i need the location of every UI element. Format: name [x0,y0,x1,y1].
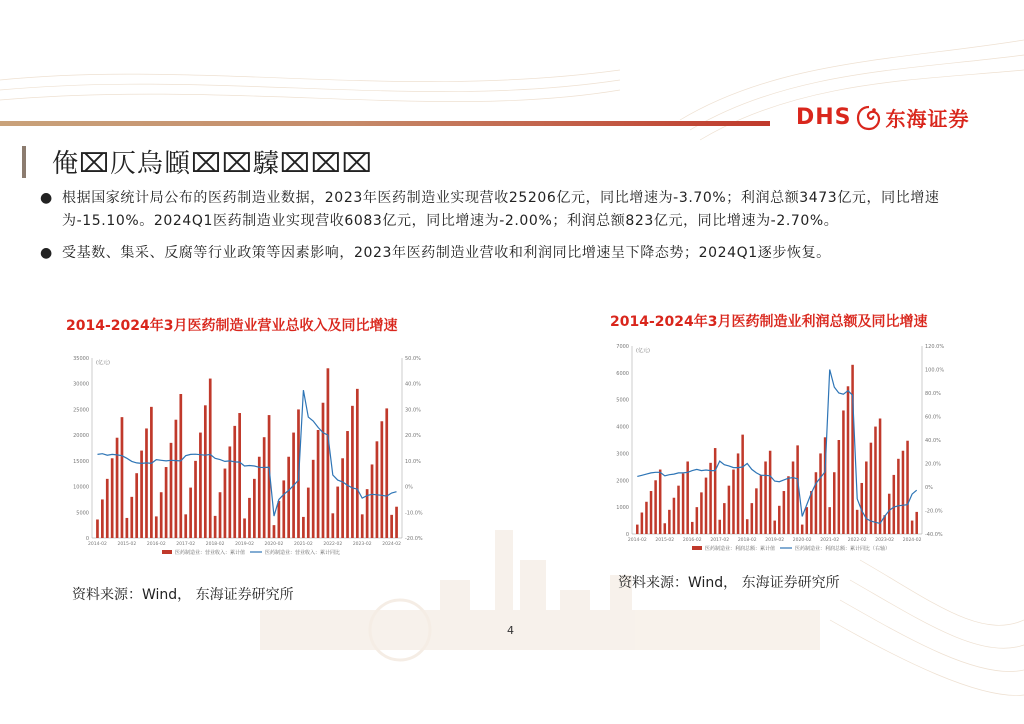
x-tick-label: 2017-02 [710,538,730,543]
revenue-bar [751,503,754,534]
revenue-bar [248,498,251,538]
company-logo [796,103,970,132]
revenue-bar [737,453,740,534]
y-tick-label: 15000 [73,458,89,465]
dragon-logo-icon [856,105,882,131]
revenue-bar [170,443,173,538]
title-block [22,143,373,180]
revenue-bar [111,458,114,538]
x-tick-label: 2022-02 [847,538,867,543]
revenue-bar [160,492,163,538]
revenue-bar [673,498,676,534]
revenue-bar [741,435,744,534]
revenue-bar [336,487,339,538]
y-tick-label: 5000 [616,397,629,404]
revenue-bar [714,448,717,534]
y-tick-label: 25000 [73,407,89,414]
revenue-bar [911,521,914,534]
x-tick-label: 2023-02 [875,538,895,543]
x-tick-label: 2022-02 [323,542,343,547]
revenue-bar [897,459,900,534]
revenue-bar [728,486,731,534]
source-note-revenue: 资料来源：Wind， 东海证券研究所 [72,587,294,603]
logo-chinese-text: 东海证券 [885,107,970,131]
revenue-bar [96,519,99,538]
y-tick-label: 10000 [73,484,89,491]
y-tick-label: 20000 [73,433,89,440]
y2-tick-label: 60.0% [925,414,941,421]
revenue-bar [769,451,772,534]
revenue-bar [732,470,735,534]
revenue-bar [682,474,685,534]
revenue-bar [219,492,222,538]
x-tick-label: 2024-02 [902,538,922,543]
unit-label: (亿元) [96,360,110,366]
revenue-bar [865,461,868,534]
x-tick-label: 2014-02 [627,538,647,543]
bullet-text: 根据国家统计局公布的医药制造业数据，2023年医药制造业实现营收25206亿元，同比增速为-3.70%；利润总额3473亿元，同比增速为-15.10%。2024Q1医药制造业实现营收6083亿元，同比增速为-2.00%；利润总额823亿元，同比增速为-2.70%。 [62,190,940,229]
x-tick-label: 2016-02 [146,542,166,547]
revenue-bar [801,525,804,534]
revenue-bar [696,507,699,534]
revenue-bar [282,480,285,538]
revenue-bar [317,430,320,538]
source-note-profit: 资料来源：Wind， 东海证券研究所 [618,575,840,591]
revenue-bar [243,518,246,538]
revenue-bar [645,502,648,534]
revenue-bar [654,480,657,534]
x-tick-label: 2015-02 [655,538,675,543]
y2-tick-label: -20.0% [405,536,423,542]
revenue-bar [668,510,671,534]
revenue-bar [828,507,831,534]
revenue-bar [787,476,790,534]
y2-tick-label: -10.0% [405,510,423,517]
y2-tick-label: 100.0% [925,367,945,374]
bullet-item [40,242,1010,265]
y2-tick-label: 20.0% [405,433,421,440]
revenue-bar [636,525,639,534]
revenue-bar [691,522,694,534]
revenue-bar [356,389,359,538]
revenue-bar [760,475,763,534]
y-tick-label: 4000 [616,424,629,431]
y2-tick-label: 30.0% [405,407,421,414]
revenue-bar [874,427,877,534]
revenue-bar [130,497,133,538]
revenue-bar [179,394,182,538]
revenue-bar [842,410,845,534]
legend-label: 医药制造业：利润总额：累计值 [705,546,776,552]
revenue-bar [819,453,822,534]
logo-latin-text: DHS [796,105,852,130]
revenue-chart [62,348,442,570]
revenue-bar [376,441,379,538]
x-tick-label: 2016-02 [682,538,702,543]
legend-label: 医药制造业：营业收入：累计值 [175,550,246,556]
revenue-bar [121,417,124,538]
revenue-bar [189,488,192,538]
bullet-dot-icon: ● [40,245,53,261]
revenue-bar [238,413,241,538]
revenue-bar [331,513,334,538]
y2-tick-label: 20.0% [925,461,941,468]
revenue-bar [385,408,388,538]
unit-label: (亿元) [636,348,650,354]
revenue-bar [709,463,712,534]
page-number: 4 [507,624,514,637]
revenue-bar [263,437,266,538]
revenue-bar [135,473,138,538]
revenue-bar [783,491,786,534]
y2-tick-label: -40.0% [925,532,943,538]
revenue-bar [307,488,310,538]
revenue-bar [806,507,809,534]
revenue-bar [204,405,207,538]
chart-title-profit: 2014-2024年3月医药制造业利润总额及同比增速 [610,314,928,330]
revenue-bar [856,510,859,534]
y2-tick-label: 50.0% [405,356,421,362]
x-tick-label: 2020-02 [264,542,284,547]
revenue-bar [380,421,383,538]
y-tick-label: 2000 [616,478,629,485]
revenue-bar [746,519,749,534]
revenue-bar [764,461,767,534]
revenue-bar [312,460,315,538]
revenue-bar [879,419,882,534]
revenue-bar [155,516,158,538]
revenue-bar [278,501,281,538]
revenue-bar [194,461,197,538]
y-tick-label: 1000 [616,505,629,512]
y-tick-label: 7000 [616,344,629,350]
revenue-bar [893,475,896,534]
revenue-bar [810,491,813,534]
revenue-bar [902,451,905,534]
revenue-bar [101,499,104,538]
x-tick-label: 2021-02 [820,538,840,543]
bullet-list [40,187,1010,274]
y-tick-label: 5000 [76,510,89,517]
revenue-bar [395,507,398,538]
revenue-bar [126,518,129,538]
x-tick-label: 2015-02 [117,542,137,547]
chart-title-revenue: 2014-2024年3月医药制造业营业总收入及同比增速 [66,318,398,334]
revenue-bar [302,517,305,538]
bullet-dot-icon: ● [40,190,53,206]
revenue-bar [273,525,276,538]
revenue-bar [253,479,256,538]
revenue-bar [677,486,680,534]
revenue-bar [327,368,330,538]
revenue-bar [906,441,909,534]
revenue-bar [341,458,344,538]
y2-tick-label: 0% [405,484,413,491]
revenue-bar [723,503,726,534]
bullet-item [40,187,1010,233]
revenue-bar [145,428,148,538]
revenue-bar [778,506,781,534]
revenue-bar [322,403,325,538]
revenue-bar [116,438,119,538]
x-tick-label: 2024-02 [382,542,402,547]
profit-chart [600,338,960,564]
y2-tick-label: -20.0% [925,508,943,515]
revenue-bar [390,515,393,538]
revenue-bar [258,457,261,538]
revenue-bar [792,461,795,534]
header-bar [0,121,770,126]
revenue-bar [705,478,708,534]
revenue-bar [209,379,212,538]
legend-swatch-bar [162,550,172,554]
revenue-bar [700,492,703,534]
y2-tick-label: 0% [925,485,933,491]
revenue-bar [214,516,217,538]
revenue-bar [833,472,836,534]
revenue-bar [233,426,236,538]
revenue-bar [361,514,364,538]
x-tick-label: 2019-02 [765,538,785,543]
revenue-bar [641,513,644,534]
y-tick-label: 0 [625,532,629,538]
y-tick-label: 30000 [73,381,89,388]
revenue-bar [106,479,109,538]
x-tick-label: 2017-02 [176,542,196,547]
revenue-bar [838,440,841,534]
revenue-bar [659,470,662,534]
x-tick-label: 2014-02 [88,542,107,547]
revenue-bar [199,433,202,538]
y2-tick-label: 80.0% [925,391,941,397]
revenue-bar [351,406,354,538]
y-tick-label: 0 [85,536,89,542]
revenue-bar [773,521,776,534]
legend-label: 医药制造业：利润总额：累计同比（右轴） [795,546,891,552]
revenue-bar [664,523,667,534]
revenue-bar [165,467,168,538]
legend-swatch-bar [692,546,702,550]
y-tick-label: 35000 [73,356,89,362]
revenue-bar [175,420,178,538]
y-tick-label: 6000 [616,370,629,377]
revenue-bar [371,464,374,538]
x-tick-label: 2023-02 [352,542,372,547]
y2-tick-label: 40.0% [405,381,421,388]
y2-tick-label: 40.0% [925,438,941,444]
legend-label: 医药制造业：营业收入：累计同比 [265,550,341,556]
revenue-bar [287,457,290,538]
y2-tick-label: 10.0% [405,458,421,465]
revenue-bar [228,446,231,538]
x-tick-label: 2020-02 [792,538,812,543]
x-tick-label: 2019-02 [235,542,254,547]
revenue-bar [650,491,653,534]
revenue-bar [888,494,891,534]
revenue-bar [915,512,918,534]
revenue-bar [150,407,153,538]
revenue-bar [847,386,850,534]
x-tick-label: 2018-02 [737,538,757,543]
bullet-text: 受基数、集采、反腐等行业政策等因素影响，2023年医药制造业营收和利润同比增速呈下降态势；2024Q1逐步恢复。 [62,245,831,261]
page-title: 俺⌧仄烏頥⌧⌧驝⌧⌧⌧ [52,149,373,179]
revenue-bar [184,514,187,538]
revenue-bar [851,365,854,534]
x-tick-label: 2021-02 [293,542,313,547]
title-accent-bar [22,146,26,178]
y2-tick-label: 120.0% [925,344,945,350]
revenue-bar [755,488,758,534]
x-tick-label: 2018-02 [205,542,225,547]
revenue-bar [224,469,227,538]
revenue-bar [718,520,721,534]
y-tick-label: 3000 [616,451,629,458]
